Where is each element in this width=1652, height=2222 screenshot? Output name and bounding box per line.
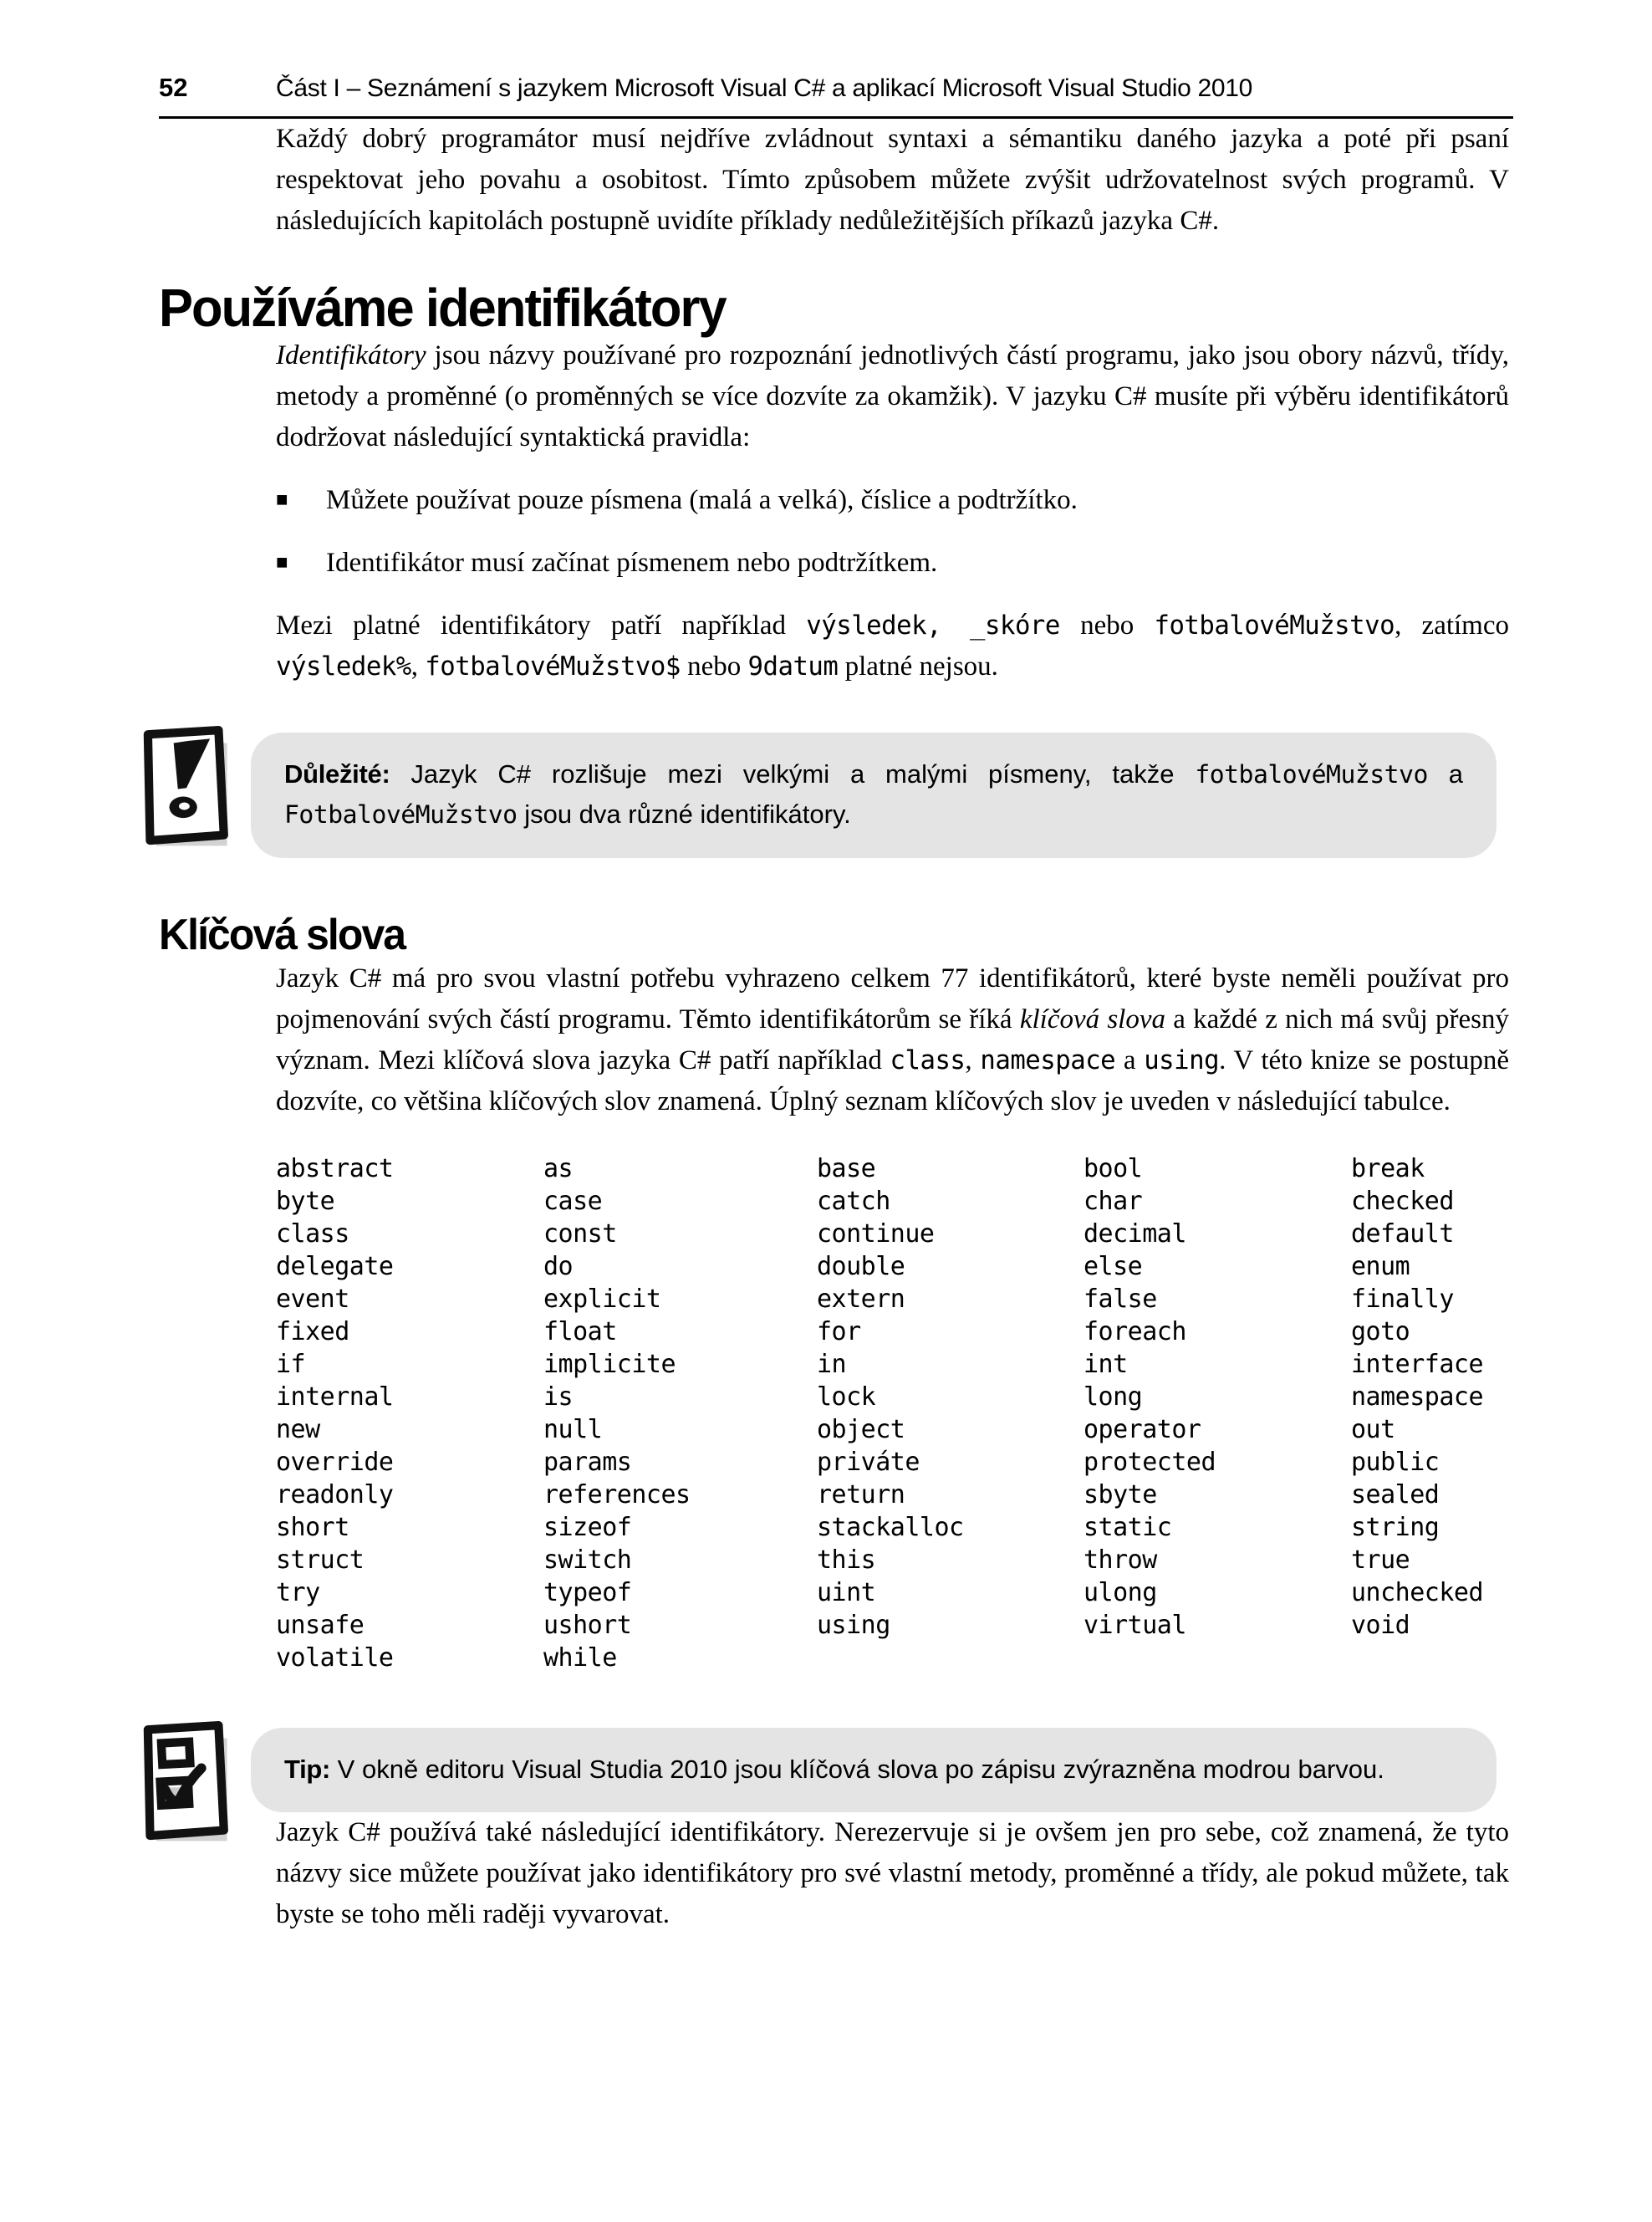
- keyword-cell: out: [1351, 1415, 1395, 1444]
- keyword-cell: const: [543, 1219, 617, 1249]
- keyword-cell: checked: [1351, 1187, 1454, 1216]
- page-content: [159, 0, 1513, 1935]
- keyword-cell: if: [276, 1350, 306, 1379]
- keyword-cell: true: [1351, 1545, 1410, 1575]
- text-run: nebo: [1059, 610, 1155, 641]
- valid-identifiers-paragraph: [276, 605, 1509, 687]
- keyword-cell: break: [1351, 1154, 1425, 1183]
- text-run: FotbalovéMužstvo: [284, 800, 518, 830]
- text-run: ,: [410, 651, 426, 682]
- keyword-cell: string: [1351, 1513, 1440, 1542]
- keyword-cell: ulong: [1083, 1578, 1157, 1607]
- keyword-cell: static: [1083, 1513, 1172, 1542]
- identifiers-block: [276, 335, 1509, 687]
- text-run: a každé z nich má svůj přesný význam. Mezi klíčová slova jazyka C# patří například: [276, 1004, 1509, 1075]
- keyword-cell: ushort: [543, 1611, 632, 1640]
- keyword-cell: decimal: [1083, 1219, 1186, 1249]
- text-run: fotbalovéMužstvo$: [425, 652, 681, 682]
- keyword-cell: priváte: [817, 1448, 920, 1477]
- text-run: Jazyk C# rozlišuje mezi velkými a malými písmeny, takže: [390, 759, 1196, 789]
- heading-keywords: Klíčová slova: [159, 911, 405, 959]
- keyword-cell: long: [1083, 1382, 1143, 1412]
- page-header: [159, 0, 1513, 119]
- keyword-cell: default: [1351, 1219, 1454, 1249]
- text-run: Každý dobrý programátor musí nejdříve zvládnout syntaxi a sémantiku daného jazyka a poté při psaní respektovat jeho povahu a osobitost. Tímto způsobem můžete zvýšit udržovatelnost svých programů. V následujících kapitolách postupně uvidíte příklady nedůležitějších příkazů jazyka C#.: [276, 124, 1509, 236]
- keyword-cell: new: [276, 1415, 320, 1444]
- keyword-cell: lock: [817, 1382, 876, 1412]
- text-run: Důležité:: [284, 759, 390, 789]
- page-number: 52: [159, 73, 188, 102]
- keyword-cell: is: [543, 1382, 574, 1412]
- text-run: jsou názvy používané pro rozpoznání jednotlivých částí programu, jako jsou obory názvů, třídy, metody a proměnné (o proměnných se více dozvíte za okamžik). V jazyku C# musíte při výběru identifikátorů dodržovat následující syntaktická pravidla:: [276, 340, 1509, 452]
- important-note-text: [284, 759, 1463, 829]
- keyword-cell: using: [817, 1611, 890, 1640]
- keywords-block: [276, 958, 1509, 1122]
- keyword-cell: throw: [1083, 1545, 1157, 1575]
- keywords-table: [276, 1152, 1509, 1674]
- keyword-cell: while: [543, 1643, 617, 1673]
- keyword-cell: typeof: [543, 1578, 632, 1607]
- keyword-cell: try: [276, 1578, 320, 1607]
- heading-using-identifiers: Používáme identifikátory: [159, 278, 726, 338]
- exclamation-note-icon: [132, 726, 241, 860]
- text-run: . V této knize se postupně dozvíte, co většina klíčových slov znamená. Úplný seznam klíčových slov je uveden v následující tabulce.: [276, 1045, 1510, 1116]
- text-run: platné nejsou.: [838, 651, 998, 682]
- text-run: using: [1144, 1046, 1220, 1075]
- keyword-cell: extern: [817, 1285, 905, 1314]
- keyword-cell: base: [817, 1154, 876, 1183]
- keyword-cell: volatile: [276, 1643, 394, 1673]
- keyword-cell: operator: [1083, 1415, 1201, 1444]
- keyword-cell: in: [817, 1350, 847, 1379]
- text-run: ,: [926, 611, 971, 641]
- bullet-item: [276, 480, 1509, 521]
- keyword-cell: finally: [1351, 1285, 1454, 1314]
- keyword-cell: explicit: [543, 1285, 661, 1314]
- text-run: klíčová slova: [1019, 1004, 1165, 1034]
- bullet-text: Můžete používat pouze písmena (malá a velká), číslice a podtržítko.: [326, 485, 1078, 515]
- keyword-cell: virtual: [1083, 1611, 1186, 1640]
- text-run: fotbalovéMužstvo: [1154, 611, 1395, 641]
- keyword-cell: as: [543, 1154, 574, 1183]
- important-note-box: [251, 733, 1496, 858]
- closing-block: [276, 1812, 1509, 1935]
- chapter-title: Část I – Seznámení s jazykem Microsoft Visual C# a aplikací Microsoft Visual Studio 2010: [276, 74, 1253, 102]
- text-run: V okně editoru Visual Studia 2010 jsou klíčová slova po zápisu zvýrazněna modrou barvou.: [330, 1755, 1384, 1784]
- text-run: , zatímco: [1395, 610, 1509, 641]
- text-run: Identifikátory: [276, 340, 426, 370]
- keyword-cell: goto: [1351, 1317, 1410, 1346]
- text-run: class: [890, 1046, 966, 1075]
- text-run: 9datum: [747, 652, 839, 682]
- bullet-list: [276, 480, 1509, 584]
- keyword-cell: sealed: [1351, 1480, 1440, 1509]
- keyword-cell: stackalloc: [817, 1513, 964, 1542]
- keyword-cell: namespace: [1351, 1382, 1484, 1412]
- text-run: Jazyk C# má pro svou vlastní potřebu vyhrazeno celkem 77 identifikátorů, které byste neměli používat pro pojmenování svých částí programu. Těmto identifikátorům se říká: [276, 963, 1509, 1034]
- text-run: namespace: [980, 1046, 1116, 1075]
- keyword-cell: else: [1083, 1252, 1143, 1281]
- keyword-cell: bool: [1083, 1154, 1143, 1183]
- keyword-cell: false: [1083, 1285, 1157, 1314]
- keyword-cell: continue: [817, 1219, 935, 1249]
- keyword-cell: char: [1083, 1187, 1143, 1216]
- bullet-square-icon: ■: [276, 552, 288, 574]
- keyword-cell: enum: [1351, 1252, 1410, 1281]
- keyword-cell: int: [1083, 1350, 1128, 1379]
- identifiers-intro-paragraph: [276, 335, 1509, 458]
- keyword-cell: class: [276, 1219, 349, 1249]
- keyword-cell: event: [276, 1285, 349, 1314]
- keyword-cell: struct: [276, 1545, 365, 1575]
- keyword-cell: sbyte: [1083, 1480, 1157, 1509]
- keyword-cell: uint: [817, 1578, 876, 1607]
- keyword-cell: catch: [817, 1187, 890, 1216]
- text-run: Jazyk C# používá také následující identifikátory. Nerezervuje si je ovšem jen pro sebe, což znamená, že tyto názvy sice můžete používat jako identifikátory pro své vlastní metody, proměnné a třídy, ale pokud můžete, tak byste se toho měli raději vyvarovat.: [276, 1817, 1509, 1929]
- keyword-cell: fixed: [276, 1317, 349, 1346]
- keyword-cell: readonly: [276, 1480, 394, 1509]
- keyword-cell: this: [817, 1545, 876, 1575]
- text-run: ,: [965, 1045, 981, 1075]
- closing-paragraph: [276, 1812, 1509, 1935]
- keyword-cell: delegate: [276, 1252, 394, 1281]
- bullet-text: Identifikátor musí začínat písmenem nebo podtržítkem.: [326, 548, 938, 578]
- keyword-cell: case: [543, 1187, 603, 1216]
- keyword-cell: float: [543, 1317, 617, 1346]
- keyword-cell: public: [1351, 1448, 1440, 1477]
- keyword-cell: byte: [276, 1187, 335, 1216]
- text-run: Tip:: [284, 1755, 331, 1784]
- text-run: fotbalovéMužstvo: [1195, 760, 1428, 789]
- bullet-square-icon: ■: [276, 489, 288, 511]
- intro-block: [276, 119, 1509, 242]
- bullet-item: [276, 543, 1509, 584]
- keyword-cell: double: [817, 1252, 905, 1281]
- keyword-cell: internal: [276, 1382, 394, 1412]
- text-run: _skóre: [970, 611, 1060, 641]
- keyword-cell: foreach: [1083, 1317, 1186, 1346]
- keywords-intro-paragraph: [276, 958, 1509, 1122]
- keyword-cell: do: [543, 1252, 574, 1281]
- keyword-cell: switch: [543, 1545, 632, 1575]
- text-run: výsledek: [806, 611, 927, 641]
- keyword-cell: implicite: [543, 1350, 676, 1379]
- text-run: a: [1115, 1045, 1145, 1075]
- keyword-cell: short: [276, 1513, 349, 1542]
- text-run: Mezi platné identifikátory patří například: [276, 610, 807, 641]
- keyword-cell: for: [817, 1317, 861, 1346]
- keyword-cell: params: [543, 1448, 632, 1477]
- keyword-cell: override: [276, 1448, 394, 1477]
- text-run: jsou dva různé identifikátory.: [517, 799, 851, 829]
- keyword-cell: abstract: [276, 1154, 394, 1183]
- keyword-cell: return: [817, 1480, 905, 1509]
- keyword-cell: unsafe: [276, 1611, 365, 1640]
- keyword-cell: null: [543, 1415, 603, 1444]
- keyword-cell: protected: [1083, 1448, 1216, 1477]
- text-run: výsledek%: [276, 652, 411, 682]
- tip-note-box: [251, 1728, 1496, 1812]
- intro-paragraph: [276, 119, 1509, 242]
- keyword-cell: references: [543, 1480, 691, 1509]
- checklist-note-icon: [132, 1721, 241, 1855]
- keyword-cell: object: [817, 1415, 905, 1444]
- keyword-cell: void: [1351, 1611, 1410, 1640]
- text-run: nebo: [680, 651, 748, 682]
- tip-note-text: [284, 1755, 1384, 1784]
- keyword-cell: sizeof: [543, 1513, 632, 1542]
- text-run: a: [1427, 759, 1463, 789]
- keyword-cell: unchecked: [1351, 1578, 1484, 1607]
- keyword-cell: interface: [1351, 1350, 1484, 1379]
